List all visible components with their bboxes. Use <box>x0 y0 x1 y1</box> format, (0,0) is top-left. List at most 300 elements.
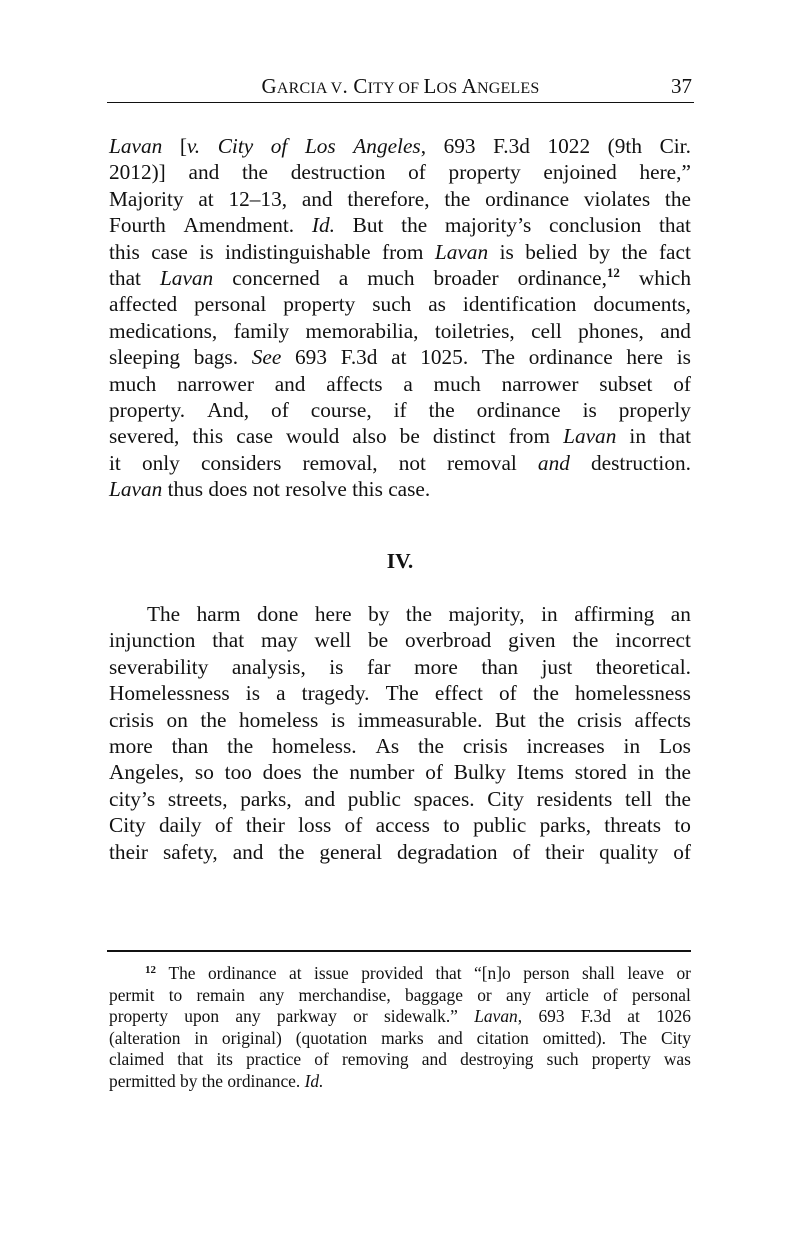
text: threats <box>604 813 662 838</box>
text: quality <box>599 839 659 864</box>
word <box>538 1006 564 1028</box>
text: not <box>398 450 426 475</box>
word <box>291 159 386 185</box>
text: of <box>499 681 517 706</box>
word <box>195 759 214 785</box>
text: property. <box>109 397 186 422</box>
text: 693 <box>443 134 476 158</box>
word <box>368 601 389 627</box>
word <box>460 1049 533 1071</box>
text: 2012)] <box>109 160 166 185</box>
word <box>233 839 264 865</box>
word <box>109 759 184 785</box>
text: But <box>495 707 526 732</box>
word <box>109 1028 180 1050</box>
italic-text: v. <box>186 134 201 158</box>
word <box>234 318 290 344</box>
word <box>246 1049 301 1071</box>
text: is <box>676 345 691 370</box>
word <box>545 839 584 865</box>
word <box>329 654 343 680</box>
text-line <box>109 733 691 759</box>
text: such <box>546 1049 579 1069</box>
word <box>495 707 526 733</box>
word <box>665 759 691 785</box>
word <box>638 759 655 785</box>
word <box>235 1006 260 1028</box>
text: the <box>572 628 599 653</box>
text: resolve <box>285 477 347 502</box>
word <box>109 680 230 706</box>
word <box>236 423 273 449</box>
word <box>331 707 345 733</box>
word <box>508 627 555 653</box>
text-line <box>109 601 691 627</box>
word <box>673 371 691 397</box>
word <box>159 812 202 838</box>
text: the <box>312 760 339 785</box>
word <box>434 371 481 397</box>
word <box>512 839 530 865</box>
text: the <box>200 707 227 732</box>
text: theoretical. <box>595 654 691 679</box>
word <box>207 397 249 423</box>
text: of <box>271 397 289 422</box>
text-line <box>109 654 691 680</box>
footnote-marker: 12 <box>606 264 620 280</box>
text: or <box>353 1006 368 1026</box>
text: is <box>199 239 214 264</box>
word <box>367 654 391 680</box>
word <box>509 423 550 449</box>
word <box>433 423 496 449</box>
text: effect <box>434 681 483 706</box>
word <box>109 265 141 294</box>
text: personal <box>194 292 267 317</box>
word <box>473 812 526 838</box>
text: ordinance. <box>227 1070 301 1091</box>
word <box>482 344 515 370</box>
word <box>109 654 208 680</box>
text: this <box>109 239 140 264</box>
word <box>531 318 562 344</box>
page-number: 37 <box>671 74 692 98</box>
text: their <box>545 839 585 864</box>
text: at <box>391 345 407 370</box>
text: and <box>437 1027 463 1048</box>
text: removing <box>341 1049 409 1069</box>
text: broader <box>433 265 499 290</box>
text: Amendment. <box>183 213 295 238</box>
word <box>319 839 382 865</box>
word <box>109 839 148 865</box>
text: citation <box>476 1027 529 1048</box>
word <box>200 707 226 733</box>
text: F.3d <box>340 345 378 370</box>
text: 1022 <box>547 134 591 158</box>
text: in <box>194 1027 208 1048</box>
word <box>180 133 200 159</box>
word <box>401 212 427 238</box>
word <box>109 159 166 185</box>
word <box>180 1071 197 1093</box>
word <box>414 786 475 812</box>
italic-text: Angeles <box>353 134 421 158</box>
word <box>227 733 253 759</box>
italic-text: Id. <box>304 1070 324 1091</box>
word <box>261 627 298 653</box>
text: narrower <box>501 371 579 396</box>
text: 12–13, <box>228 186 288 211</box>
word <box>629 423 646 449</box>
text: is <box>499 239 514 264</box>
text: bags. <box>193 345 239 370</box>
paragraph-harm <box>109 601 691 865</box>
text: affirming <box>574 602 655 626</box>
word <box>286 423 339 449</box>
text: parkway <box>276 1006 337 1026</box>
text: and <box>304 786 336 811</box>
word <box>304 786 335 812</box>
word <box>487 786 524 812</box>
word <box>352 476 383 502</box>
text: and <box>274 371 306 396</box>
text: any <box>235 1006 261 1026</box>
word <box>368 627 388 653</box>
word <box>635 707 691 733</box>
text: thus <box>167 477 204 502</box>
word <box>659 733 691 759</box>
footnote-12 <box>109 963 691 1092</box>
word <box>448 601 524 627</box>
text: (alteration <box>109 1027 181 1048</box>
word <box>533 680 559 706</box>
word <box>285 476 347 502</box>
text: their <box>109 839 149 864</box>
word <box>386 680 419 706</box>
text: any <box>506 984 532 1005</box>
text-line <box>109 1028 691 1050</box>
text: But <box>352 213 384 238</box>
word <box>169 985 183 1007</box>
text: and <box>232 839 264 864</box>
text: the <box>444 186 471 211</box>
word <box>593 291 691 317</box>
word <box>493 133 530 159</box>
text: in <box>623 733 641 758</box>
word <box>621 239 647 265</box>
word <box>109 212 166 238</box>
word <box>574 601 654 627</box>
italic-text: and <box>537 450 570 475</box>
word <box>632 985 691 1007</box>
word <box>639 265 691 294</box>
text: as <box>428 292 446 317</box>
word <box>584 186 650 212</box>
word <box>198 186 213 212</box>
word <box>481 654 518 680</box>
word <box>438 1028 463 1050</box>
word <box>367 265 414 294</box>
word <box>608 133 642 159</box>
text: is <box>245 681 260 706</box>
text: access <box>375 813 430 838</box>
text: phones, <box>578 318 644 343</box>
word <box>581 1006 611 1028</box>
word <box>382 239 423 265</box>
word <box>538 707 564 733</box>
text: their <box>245 813 285 838</box>
text: public <box>347 786 402 811</box>
text-line <box>109 397 691 423</box>
text-line <box>109 212 691 238</box>
text: destroying <box>460 1049 534 1069</box>
word <box>199 239 213 265</box>
text: does <box>262 760 302 785</box>
text: to <box>168 984 183 1005</box>
text: at <box>288 963 302 983</box>
word <box>189 159 220 185</box>
word <box>572 627 598 653</box>
text: given <box>508 628 556 653</box>
text: indistinguishable <box>225 239 371 264</box>
word <box>603 985 618 1007</box>
text: the <box>538 707 565 732</box>
text: property <box>109 1006 168 1026</box>
word <box>177 371 254 397</box>
word <box>232 654 306 680</box>
text: cell <box>531 318 562 343</box>
text: homeless. <box>272 733 357 758</box>
word <box>109 733 153 759</box>
text: the <box>417 733 444 758</box>
text: of <box>425 760 443 785</box>
word <box>591 450 691 476</box>
word <box>589 239 610 265</box>
text: case <box>151 239 188 264</box>
text: it <box>109 450 121 475</box>
text: destruction <box>290 160 386 185</box>
text: property <box>283 292 356 317</box>
word <box>345 812 363 838</box>
text: harm <box>196 602 241 626</box>
word <box>575 759 627 785</box>
footnote-marker: 12 <box>145 964 156 976</box>
text: done <box>256 602 299 626</box>
text: considers <box>200 450 282 475</box>
text: original) <box>221 1027 282 1048</box>
word <box>232 265 320 294</box>
word <box>194 344 238 370</box>
word <box>192 423 223 449</box>
word <box>271 397 289 423</box>
text: far <box>366 654 391 679</box>
word <box>376 812 430 838</box>
word <box>109 786 155 812</box>
word <box>604 812 661 838</box>
text: shall <box>582 963 615 983</box>
word <box>405 985 463 1007</box>
text: spaces. <box>413 786 475 811</box>
text-line <box>109 839 691 865</box>
word <box>599 839 658 865</box>
text: safety, <box>162 839 218 864</box>
text: person <box>523 963 570 983</box>
word <box>312 212 335 238</box>
text: just <box>541 654 573 679</box>
text-line <box>109 423 691 449</box>
text: , <box>517 1006 523 1026</box>
text: case <box>236 424 273 449</box>
text: or <box>676 963 691 983</box>
text-line <box>109 985 691 1007</box>
text: concerned <box>232 265 320 290</box>
text: fact <box>658 239 691 264</box>
word <box>347 186 429 212</box>
text: crisis <box>462 733 508 758</box>
text: upon <box>184 1006 220 1026</box>
running-header <box>107 74 694 103</box>
text-line <box>109 265 691 291</box>
text: of <box>603 984 618 1005</box>
word <box>542 654 573 680</box>
text-line <box>109 186 691 212</box>
text: Items <box>516 760 564 785</box>
text: documents, <box>593 292 691 317</box>
text: here <box>626 345 664 370</box>
text: the <box>664 760 691 785</box>
text-line <box>109 963 691 985</box>
word <box>184 212 295 238</box>
text: The <box>168 963 196 983</box>
word <box>517 759 564 785</box>
text: destruction. <box>590 450 691 475</box>
text: the <box>201 1070 223 1091</box>
text: only <box>141 450 180 475</box>
text-line <box>109 133 691 159</box>
word <box>541 601 558 627</box>
text: claimed <box>109 1049 165 1069</box>
word <box>563 423 616 449</box>
text: personal <box>631 984 691 1005</box>
word <box>168 786 228 812</box>
text: article <box>545 984 589 1005</box>
word <box>163 839 218 865</box>
text: residents <box>536 786 613 811</box>
text: conclusion <box>549 213 642 238</box>
text: removal, <box>302 450 378 475</box>
text-line <box>109 680 691 706</box>
text-line <box>109 239 691 265</box>
text: 1025. <box>420 345 469 370</box>
word <box>578 318 644 344</box>
text: was <box>663 1049 691 1069</box>
text: at <box>198 186 214 211</box>
text: 693 <box>295 345 327 370</box>
word <box>429 397 455 423</box>
word <box>463 291 577 317</box>
text: of <box>673 839 691 864</box>
word <box>109 476 162 502</box>
word <box>353 212 384 238</box>
text: analysis, <box>231 654 306 679</box>
word <box>305 1071 324 1093</box>
word <box>341 344 378 370</box>
text: omitted). <box>542 1027 607 1048</box>
text: Los <box>658 733 691 758</box>
text: more <box>414 654 458 679</box>
word <box>619 397 691 423</box>
word <box>302 186 333 212</box>
text: immeasurable. <box>357 707 483 732</box>
text: parks, <box>240 786 292 811</box>
word <box>228 186 287 212</box>
text: incorrect <box>615 628 691 653</box>
text: the <box>532 681 559 706</box>
word <box>298 985 390 1007</box>
text-line <box>109 759 691 785</box>
text: increases <box>526 733 605 758</box>
word <box>592 1049 651 1071</box>
footnote-divider <box>107 950 691 952</box>
text-line <box>109 786 691 812</box>
text: therefore, <box>347 186 430 211</box>
text: here <box>314 602 352 626</box>
text: ordinance <box>476 397 561 422</box>
text: by <box>368 602 390 626</box>
word <box>246 680 260 706</box>
text: homeless <box>239 707 319 732</box>
word <box>222 1028 282 1050</box>
text: merchandise, <box>298 984 391 1005</box>
word <box>314 1049 329 1071</box>
word <box>194 1028 208 1050</box>
word <box>276 680 285 706</box>
text: so <box>194 760 214 785</box>
text: City <box>109 813 146 838</box>
word <box>620 1028 647 1050</box>
word <box>444 186 470 212</box>
text: in <box>637 760 655 785</box>
word <box>543 1028 606 1050</box>
word <box>313 759 339 785</box>
word <box>545 985 588 1007</box>
text: the <box>405 602 432 626</box>
word <box>548 133 591 159</box>
text: Bulky <box>453 760 506 785</box>
italic-text: Lavan <box>474 1006 518 1026</box>
word <box>172 733 209 759</box>
word <box>271 133 288 159</box>
text: much <box>367 265 415 290</box>
text: belied <box>525 239 578 264</box>
text: more <box>109 733 153 758</box>
word <box>445 212 531 238</box>
text: the <box>621 239 648 264</box>
text: affects <box>326 371 383 396</box>
text: (9th <box>607 134 642 158</box>
text: a <box>338 265 349 290</box>
text: stored <box>574 760 627 785</box>
word <box>435 680 483 706</box>
word <box>406 601 432 627</box>
word <box>109 371 156 397</box>
word <box>405 627 491 653</box>
text: the <box>241 160 268 185</box>
text: injunction <box>109 628 196 653</box>
text: remain <box>196 984 245 1005</box>
text: Majority <box>109 186 184 211</box>
